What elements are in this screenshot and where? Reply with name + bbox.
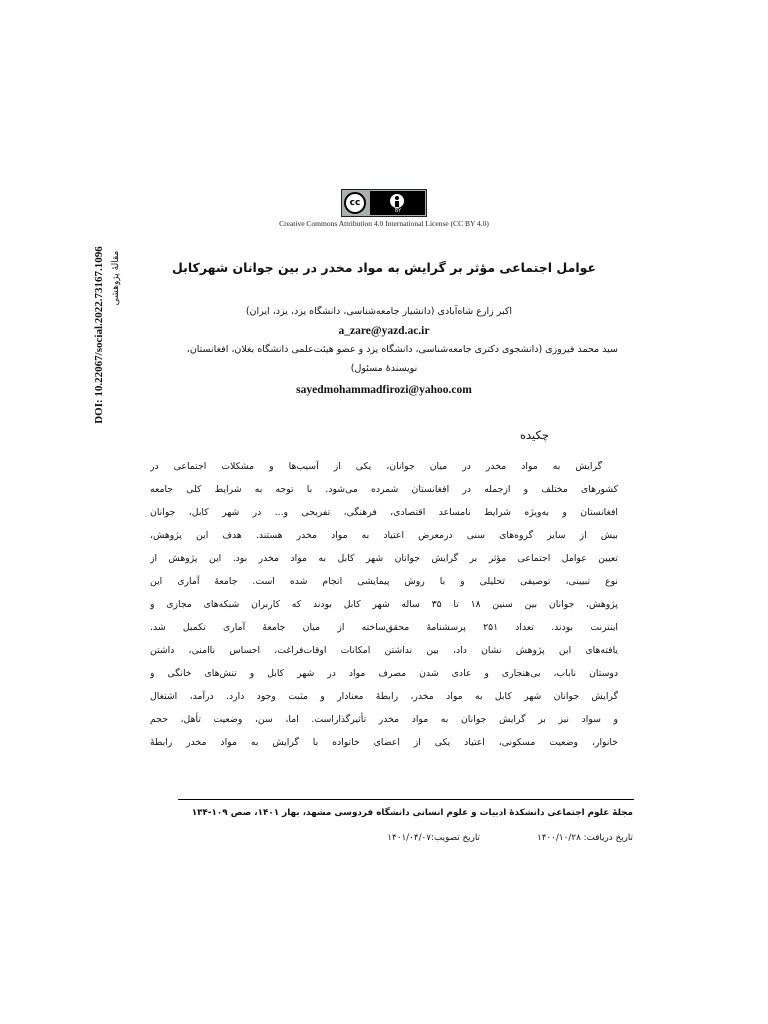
abstract-line: گرایش جوانان شهر کابل به مواد مخدر، رابطهٔ معنادار و مثبت وجود دارد. درآمد، اشتغال: [150, 691, 618, 702]
author-1-email[interactable]: a_zare@yazd.ac.ir: [338, 325, 430, 337]
paper-title: عوامل اجتماعی مؤثر بر گرایش به مواد مخدر در بین جوانان شهرکابل: [172, 260, 596, 275]
abstract-line: و سواد نیز بر گرایش جوانان به مواد مخدر تأثیرگذاراست. اما، سن، وضعیت تأهل، حجم: [150, 714, 618, 725]
author-1-affiliation: اکبر زارع شاه‌آبادی (دانشیار جامعه‌شناسی، دانشگاه یزد، یزد، ایران): [245, 306, 512, 317]
abstract-line: بیش از سایر گروه‌های سنی درمعرض اعتیاد به مواد مخدر هستند. هدف این پژوهش،: [150, 530, 618, 541]
footer-divider: [178, 799, 634, 800]
author-2-affiliation: سید محمد فیروزی (دانشجوی دکتری جامعه‌شناسی، دانشگاه یزد و عضو هیئت‌علمی دانشگاه بغلان، افغانستان،: [186, 344, 618, 355]
abstract-line: کشورهای مختلف و ازجمله در افغانستان شمرده می‌شود. با توجه به شرایط کلی جامعه: [150, 484, 618, 495]
journal-citation: مجلهٔ علوم اجتماعی دانشکدهٔ ادبیات و علوم انسانی دانشگاه فردوسی مشهد، بهار ۱۴۰۱، صص ۱۰۹-۱۳۴: [191, 808, 633, 818]
doi-label: DOI: 10.22067/social.2022.73167.1096: [93, 246, 105, 424]
abstract-line: نوع تبیینی، توصیفی تحلیلی و با روش پیمایشی انجام شده است. جامعهٔ آماری این: [150, 576, 618, 587]
received-date: تاریخ دریافت: ۱۴۰۰/۱۰/۲۸: [537, 833, 633, 843]
abstract-line: یافته‌های این پژوهش نشان داد، بین نداشتن امکانات اوقات‌فراغت، احساس ناامنی، داشتن: [150, 645, 618, 656]
license-statement: Creative Commons Attribution 4.0 International License (CC BY 4.0): [279, 219, 489, 228]
abstract-line: دوستان ناباب، بی‌هنجاری و عادی شدن مصرف مواد در شهر کابل و تنش‌های خانگی و: [150, 668, 618, 679]
cc-by-license-badge[interactable]: [341, 189, 427, 217]
abstract-line: اینترنت بودند. تعداد ۲۵۱ پرسشنامهٔ محقق‌ساخته از میان جامعهٔ آماری تکمیل شد.: [150, 622, 618, 633]
abstract-line: خانوار، وضعیت مسکونی، اعتیاد یکی از اعضای خانواده با گرایش به مواد مخدر رابطهٔ: [150, 737, 618, 748]
approved-date: تاریخ تصویب:۱۴۰۱/۰۴/۰۷: [387, 833, 480, 843]
abstract-line: گرایش به مواد مخدر در میان جوانان، یکی از آسیب‌ها و مشکلات اجتماعی در: [150, 461, 602, 472]
author-2-email[interactable]: sayedmohammadfirozi@yahoo.com: [296, 384, 472, 396]
abstract-line: تعیین عوامل اجتماعی مؤثر بر گرایش جوانان شهر کابل به مواد مخدر بود. این پژوهش از: [150, 553, 618, 564]
abstract-line: پژوهش، جوانان بین سنین ۱۸ تا ۳۵ ساله شهر کابل بودند که کاربران شبکه‌های مجازی و: [150, 599, 618, 610]
attribution-person-icon: [389, 193, 405, 209]
corresponding-author-note: نویسندهٔ مسئول): [350, 363, 418, 374]
badge-by-label: BY: [394, 208, 402, 214]
abstract-line: افغانستان و به‌ویژه شرایط نامساعد اقتصادی، فرهنگی، تفریحی و... در شهر کابل، جوانان: [150, 507, 618, 518]
creative-commons-icon: cc: [344, 192, 366, 214]
abstract-heading: چکیده: [520, 428, 549, 442]
article-type-label: مقالهٔ پژوهشی: [111, 250, 121, 306]
